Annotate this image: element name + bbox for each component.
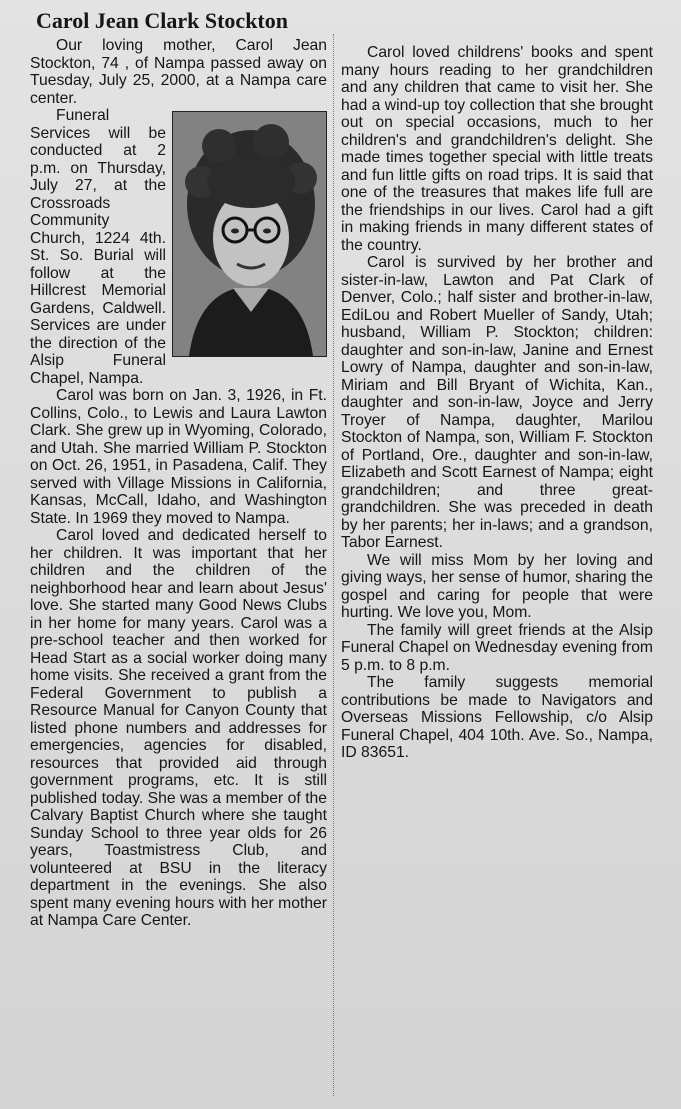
obituary-title: Carol Jean Clark Stockton — [36, 8, 288, 33]
paragraph-biography: Carol was born on Jan. 3, 1926, in Ft. Collins, Colo., to Lewis and Laura Lawton Clark. She grew up in Wyoming, Colorado, and Utah. She married William P. Stockton on Oct. 26, 1951, in Pasadena, Calif. They served with Village Missions in California, Kansas, McCall, Idaho, and Washington State. In 1969 they moved to Nampa. — [30, 387, 327, 527]
left-column — [30, 37, 327, 930]
paragraph-life-and-service: Carol loved and dedicated herself to her children. It was important that her children and the children of the neighborhood hear and learn about Jesus' love. She started many Good News Clubs in her home for many years. Carol was a pre-school teacher and then worked for Head Start as a social worker doing many home visits. She received a grant from the Federal Government to publish a Resource Manual for Canyon County that listed phone numbers and addresses for emergencies, agencies for disabled, resources that provided aid through government programs, etc. It is still published today. She was a member of the Calvary Baptist Church where she taught Sunday School to three year olds for 26 years, Toastmistress Club, and volunteered at BSU in the literacy department in the evenings. She also spent many evening hours with her mother at Nampa Care Center. — [30, 527, 327, 929]
portrait-photo — [172, 111, 327, 357]
paragraph-memorial-contributions: The family suggests memorial contributions be made to Navigators and Overseas Missions Fellowship, c/o Alsip Funeral Chapel, 404 10th. Ave. So., Nampa, ID 83651. — [341, 674, 653, 761]
paragraph-hobbies: Carol loved childrens' books and spent many hours reading to her grandchildren and any children that came to visit her. She had a wind-up toy collection that she brought out on special occasions, much to her children's and grandchildren's delight. She made times together special with little treats and fun little gifts on road trips. It is said that one of the treasures that makes life full are the friendships in our lives. Carol had a gift in making friends in many different states of the country. — [341, 44, 653, 254]
paragraph-tribute: We will miss Mom by her loving and giving ways, her sense of humor, sharing the gospel and caring for people that were hurting. We love you, Mom. — [341, 551, 653, 621]
paragraph-death-notice: Our loving mother, Carol Jean Stockton, 74 , of Nampa passed away on Tuesday, July 25, 2000, at a Nampa care center. — [30, 37, 327, 107]
paragraph-survivors: Carol is survived by her brother and sister-in-law, Lawton and Pat Clark of Denver, Colo.; half sister and brother-in-law, EdiLou and Robert Mueller of Sandy, Utah; husband, William P. Stockton; children: daughter and son-in-law, Janine and Ernest Lowry of Nampa, daughter and son-in-law, Miriam and Bill Bryant of Wichita, Kan., daughter and son-in-law, Joyce and Jerry Troyer of Nampa, daughter, Marilou Stockton of Nampa, son, William F. Stockton of Portland, Ore., daughter and son-in-law, Elizabeth and Scott Earnest of Nampa; eight grandchildren; and three great-grandchildren. She was preceded in death by her parents; her in-laws; and a grandson, Tabor Earnest. — [341, 254, 653, 551]
paragraph-visitation: The family will greet friends at the Alsip Funeral Chapel on Wednesday evening from 5 p.m. to 8 p.m. — [341, 621, 653, 674]
portrait-image — [173, 112, 326, 356]
column-divider — [333, 34, 334, 1096]
right-column — [341, 44, 653, 762]
paragraph-funeral-services: Funeral Services will be conducted at 2 p.m. on Thursday, July 27, at the Crossroads Community Church, 1224 4th. St. So. Burial will follow at the Hillcrest Memorial Gardens, Caldwell. Services are under the direction of the Alsip Funeral Chapel, Nampa. — [30, 107, 166, 387]
